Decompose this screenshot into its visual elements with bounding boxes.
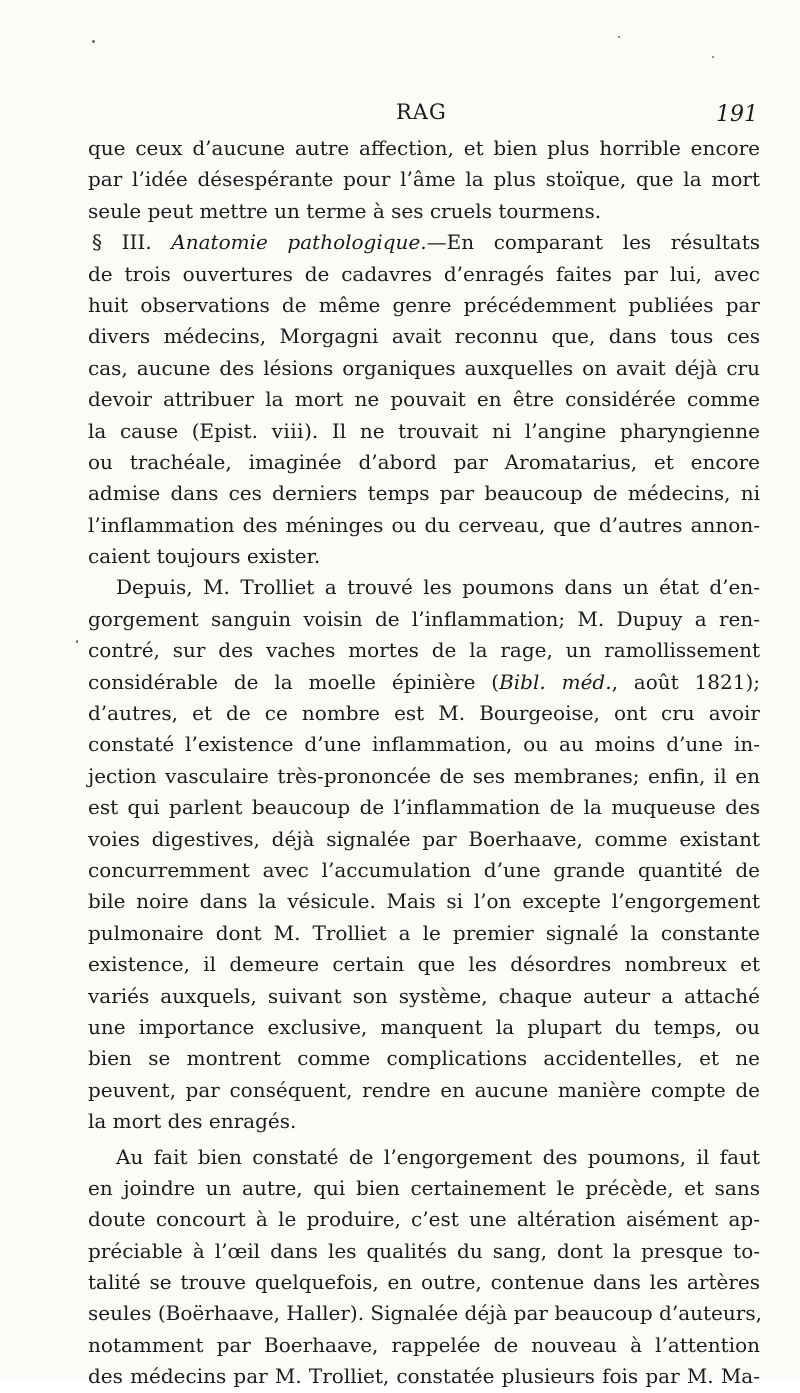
text-line — [88, 635, 760, 666]
text-line — [88, 981, 760, 1012]
page-number: 191 — [716, 102, 758, 127]
scan-speck — [92, 40, 95, 43]
italic-text: Anatomie pathologique. — [171, 230, 427, 255]
text-segment: voies digestives, déjà signalée par Boerhaave, comme existant — [88, 826, 760, 851]
text-line — [88, 541, 760, 572]
text-line — [88, 698, 760, 729]
text-segment: préciable à l’œil dans les qualités du sang, dont la presque to- — [88, 1238, 760, 1263]
text-segment: d’autres, et de ce nombre est M. Bourgeoise, ont cru avoir — [88, 701, 760, 726]
text-line — [88, 510, 760, 541]
text-line — [88, 478, 760, 509]
text-line — [88, 196, 760, 227]
text-line — [88, 886, 760, 917]
text-line — [88, 447, 760, 478]
text-segment: l’inflammation des méninges ou du cerveau, que d’autres annon- — [88, 512, 760, 537]
text-line — [88, 1142, 760, 1173]
text-line — [88, 1012, 760, 1043]
text-line — [88, 1330, 760, 1361]
text-segment: en joindre un autre, qui bien certainement le précède, et sans — [88, 1175, 760, 1200]
text-line — [88, 824, 760, 855]
text-segment: divers médecins, Morgagni avait reconnu que, dans tous ces — [88, 324, 760, 349]
text-segment: de trois ouvertures de cadavres d’enragés faites par lui, avec — [88, 261, 760, 286]
text-segment: ou trachéale, imaginée d’abord par Aromatarius, et encore — [88, 449, 760, 474]
text-segment: des médecins par M. Trolliet, constatée plusieurs fois par M. Ma- — [88, 1364, 760, 1389]
text-segment: Au fait bien constaté de l’engorgement des poumons, il faut — [116, 1144, 760, 1169]
text-segment: bien se montrent comme complications accidentelles, et ne — [88, 1046, 760, 1071]
text-line — [88, 604, 760, 635]
text-segment: la cause (Epist. — [88, 418, 272, 443]
text-segment: seule peut mettre un terme à ses cruels tourmens. — [88, 198, 602, 223]
text-segment: par l’idée désespérante pour l’âme la plus stoïque, que la mort — [88, 167, 760, 192]
text-segment: —En comparant les résultats — [426, 230, 760, 255]
text-segment: concurremment avec l’accumulation d’une grande quantité de — [88, 857, 760, 882]
text-line — [88, 1298, 760, 1329]
text-segment: ). Il ne trouvait ni l’angine pharyngienne — [304, 418, 760, 443]
text-line — [88, 572, 760, 603]
text-line — [88, 1204, 760, 1235]
text-segment: existence, il demeure certain que les désordres nombreux et — [88, 952, 760, 977]
text-segment: viii — [271, 418, 305, 443]
text-segment: admise dans ces derniers temps par beaucoup de médecins, ni — [88, 481, 760, 506]
text-segment: gorgement sanguin voisin de l’inflammation; M. Dupuy a ren- — [88, 606, 760, 631]
text-line — [88, 855, 760, 886]
text-line — [88, 1361, 760, 1392]
text-segment: que ceux d’aucune autre affection, et bien plus horrible encore — [88, 136, 760, 160]
scan-speck — [76, 640, 78, 643]
text-line — [88, 384, 760, 415]
text-line — [88, 321, 760, 352]
text-line — [88, 949, 760, 980]
text-segment: talité se trouve quelquefois, en outre, contenue dans les artères — [88, 1270, 760, 1295]
text-segment: Depuis, M. Trolliet a trouvé les poumons dans un état d’en- — [116, 575, 760, 600]
text-segment: doute concourt à le produire, c’est une altération aisément ap- — [88, 1207, 760, 1232]
text-segment: , août 1821); — [611, 669, 760, 694]
text-segment: seules (Boërhaave, Haller). Signalée déjà par beaucoup d’auteurs, — [88, 1301, 762, 1326]
text-line — [88, 761, 760, 792]
text-line — [88, 259, 760, 290]
text-line — [88, 667, 760, 698]
text-segment: § III. — [92, 230, 172, 255]
running-head: RAG — [396, 100, 447, 124]
text-line — [88, 353, 760, 384]
text-segment: considérable de la moelle épinière ( — [88, 669, 500, 694]
text-line — [88, 133, 760, 164]
text-line — [88, 1106, 760, 1137]
italic-text: Bibl. méd. — [499, 669, 612, 694]
text-segment: pulmonaire dont M. Trolliet a le premier signalé la constante — [88, 920, 760, 945]
text-line — [88, 1236, 760, 1267]
body-text — [88, 133, 760, 1393]
text-segment: notamment par Boerhaave, rappelée de nouveau à l’attention — [88, 1332, 760, 1357]
text-segment: cas, aucune des lésions organiques auxquelles on avait déjà cru — [88, 355, 760, 380]
text-segment: peuvent, par conséquent, rendre en aucune manière compte de — [88, 1077, 760, 1102]
text-line — [88, 227, 760, 258]
text-segment: la mort des enragés. — [88, 1109, 297, 1134]
text-segment: contré, sur des vaches mortes de la rage, un ramollissement — [88, 638, 760, 663]
text-segment: est qui parlent beaucoup de l’inflammation de la muqueuse des — [88, 795, 760, 820]
text-segment: caient toujours exister. — [88, 544, 321, 569]
text-line — [88, 1267, 760, 1298]
text-line — [88, 918, 760, 949]
text-line — [88, 1043, 760, 1074]
text-line — [88, 792, 760, 823]
text-line — [88, 164, 760, 195]
text-segment: devoir attribuer la mort ne pouvait en être considérée comme — [88, 387, 760, 412]
text-segment: bile noire dans la vésicule. Mais si l’on excepte l’engorgement — [88, 889, 760, 914]
text-line — [88, 729, 760, 760]
page-header — [0, 100, 800, 130]
text-segment: constaté l’existence d’une inflammation, ou au moins d’une in- — [88, 732, 760, 757]
text-line — [88, 1075, 760, 1106]
text-segment: une importance exclusive, manquent la plupart du temps, ou — [88, 1014, 760, 1039]
scan-speck — [618, 36, 620, 38]
scan-speck — [712, 56, 714, 58]
text-segment: huit observations de même genre précédemment publiées par — [88, 292, 760, 317]
text-line — [88, 290, 760, 321]
text-line — [88, 1173, 760, 1204]
text-line — [88, 416, 760, 447]
text-segment: variés auxquels, suivant son système, chaque auteur a attaché — [88, 983, 760, 1008]
text-segment: jection vasculaire très-prononcée de ses membranes; enfin, il en — [88, 763, 760, 788]
